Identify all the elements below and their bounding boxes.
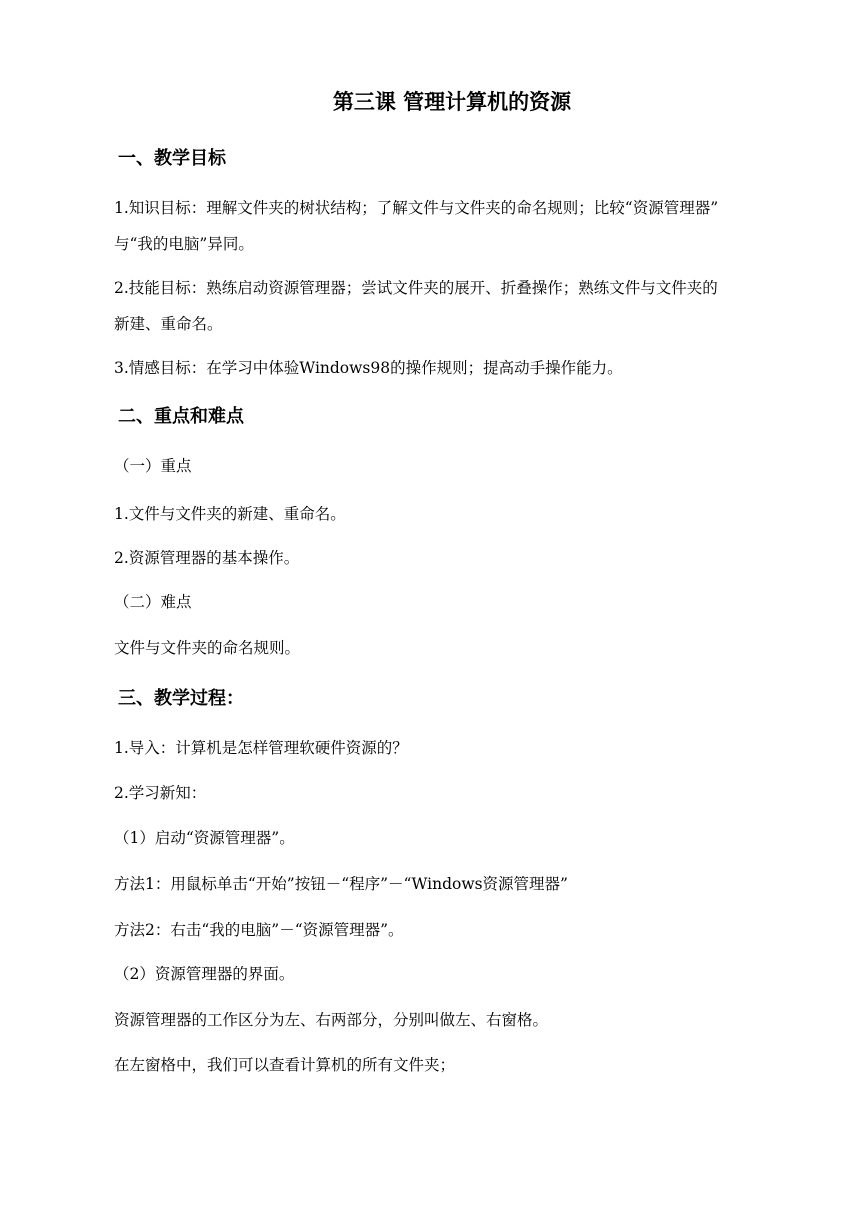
paragraph <box>114 630 786 666</box>
paragraph-line: （二）难点 <box>114 593 192 611</box>
paragraph <box>114 775 786 811</box>
paragraph-line: 2.学习新知： <box>114 784 207 802</box>
paragraph-line: （2）资源管理器的界面。 <box>114 965 295 983</box>
paragraph-continuation <box>114 226 786 262</box>
paragraph <box>114 190 786 226</box>
document-title: 第三课 管理计算机的资源 <box>332 90 572 114</box>
paragraph <box>114 912 786 948</box>
paragraph <box>114 540 786 576</box>
paragraph-line: （1）启动“资源管理器”。 <box>114 829 295 847</box>
paragraph <box>114 270 786 306</box>
paragraph-line: 新建、重命名。 <box>114 315 223 333</box>
paragraph-line: 与“我的电脑”异同。 <box>114 235 254 253</box>
paragraph <box>114 730 786 766</box>
paragraph <box>114 350 786 386</box>
paragraph <box>114 956 786 992</box>
paragraph-line: 文件与文件夹的命名规则。 <box>114 639 301 657</box>
paragraph <box>114 866 786 902</box>
section-heading-key-points: 二、重点和难点 <box>118 406 244 427</box>
paragraph-line: 资源管理器的工作区分为左、右两部分，分别叫做左、右窗格。 <box>114 1011 549 1029</box>
paragraph-line: 1.导入：计算机是怎样管理软硬件资源的？ <box>114 739 408 757</box>
section-heading-objectives: 一、教学目标 <box>118 148 226 169</box>
section-heading-process: 三、教学过程： <box>118 688 244 709</box>
paragraph-line: 2.资源管理器的基本操作。 <box>114 549 300 567</box>
paragraph <box>114 496 786 532</box>
paragraph <box>114 1047 786 1083</box>
paragraph-line: 方法2：右击“我的电脑”－“资源管理器”。 <box>114 921 404 939</box>
paragraph-continuation <box>114 306 786 342</box>
paragraph-line: 3.情感目标：在学习中体验Windows98的操作规则；提高动手操作能力。 <box>114 359 623 377</box>
paragraph <box>114 820 786 856</box>
paragraph <box>114 448 786 484</box>
paragraph-line: 方法1：用鼠标单击“开始”按钮－“程序”－“Windows资源管理器” <box>114 875 568 893</box>
paragraph-line: 在左窗格中，我们可以查看计算机的所有文件夹； <box>114 1056 456 1074</box>
paragraph-line: （一）重点 <box>114 457 192 475</box>
paragraph <box>114 1002 786 1038</box>
paragraph-line: 2.技能目标：熟练启动资源管理器；尝试文件夹的展开、折叠操作；熟练文件与文件夹的 <box>114 279 718 297</box>
paragraph-line: 1.知识目标：理解文件夹的树状结构；了解文件与文件夹的命名规则；比较“资源管理器” <box>114 199 719 217</box>
paragraph <box>114 584 786 620</box>
paragraph-line: 1.文件与文件夹的新建、重命名。 <box>114 505 346 523</box>
